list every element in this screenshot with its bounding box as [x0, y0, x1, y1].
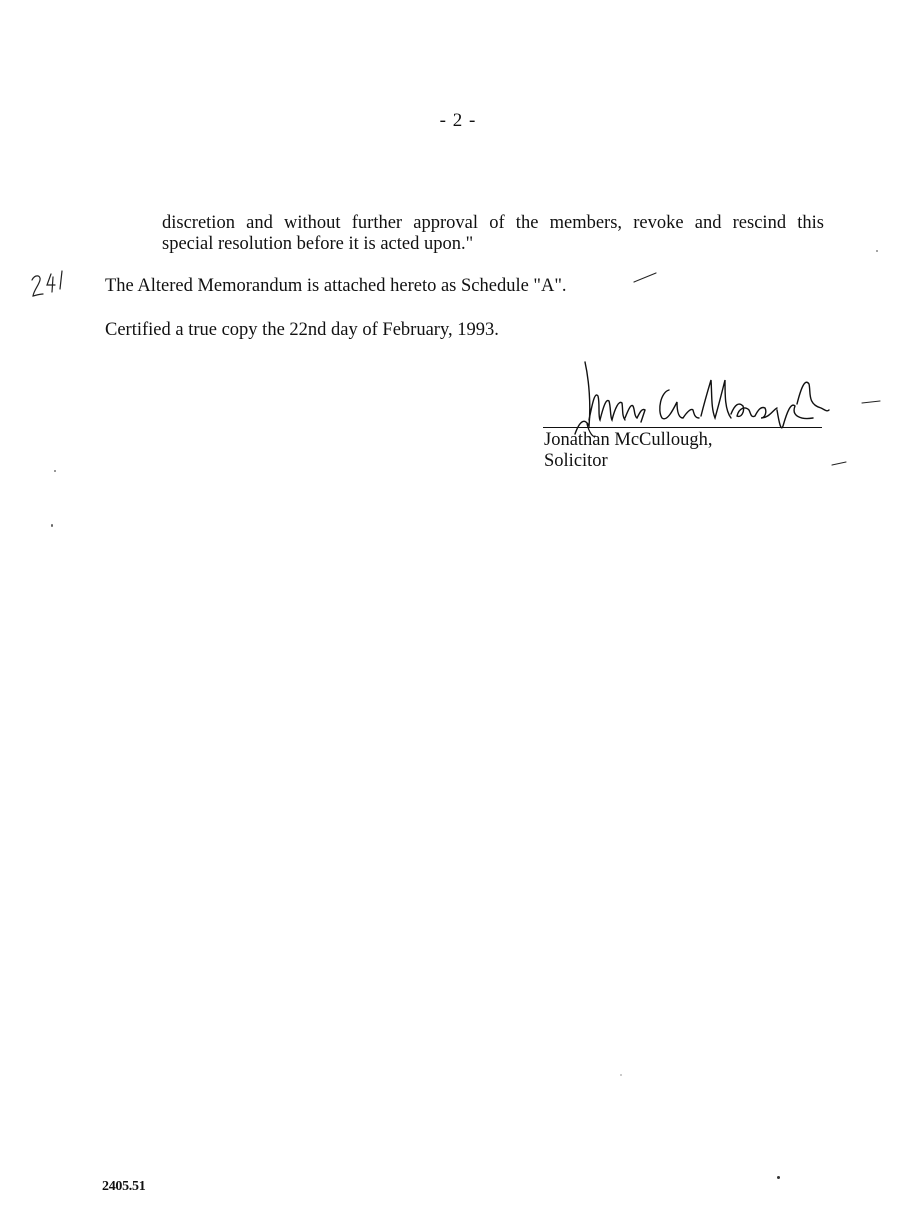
speck: [876, 250, 878, 252]
pen-dash-mark: [860, 397, 882, 407]
page-number: - 2 -: [439, 110, 477, 131]
signature-line: [543, 427, 822, 428]
speck: [51, 524, 53, 527]
certification-paragraph: Certified a true copy the 22nd day of February, 1993.: [105, 320, 499, 340]
quote-line: discretion and without further approval of the members, revoke and rescind this: [162, 213, 824, 233]
document-code: 2405.51: [102, 1179, 146, 1194]
signer-title: Solicitor: [544, 451, 608, 471]
handwritten-margin-number: [28, 268, 72, 308]
resolution-quote: [162, 213, 824, 255]
signer-name: Jonathan McCullough,: [544, 430, 713, 450]
schedule-paragraph: The Altered Memorandum is attached hereto as Schedule "A".: [105, 276, 567, 296]
quote-line: special resolution before it is acted upon.": [162, 234, 474, 254]
speck: [54, 470, 56, 472]
speck: [620, 1074, 622, 1076]
pen-tick-mark: [632, 270, 658, 286]
speck: [777, 1176, 780, 1179]
pen-dash-mark: [830, 458, 848, 468]
